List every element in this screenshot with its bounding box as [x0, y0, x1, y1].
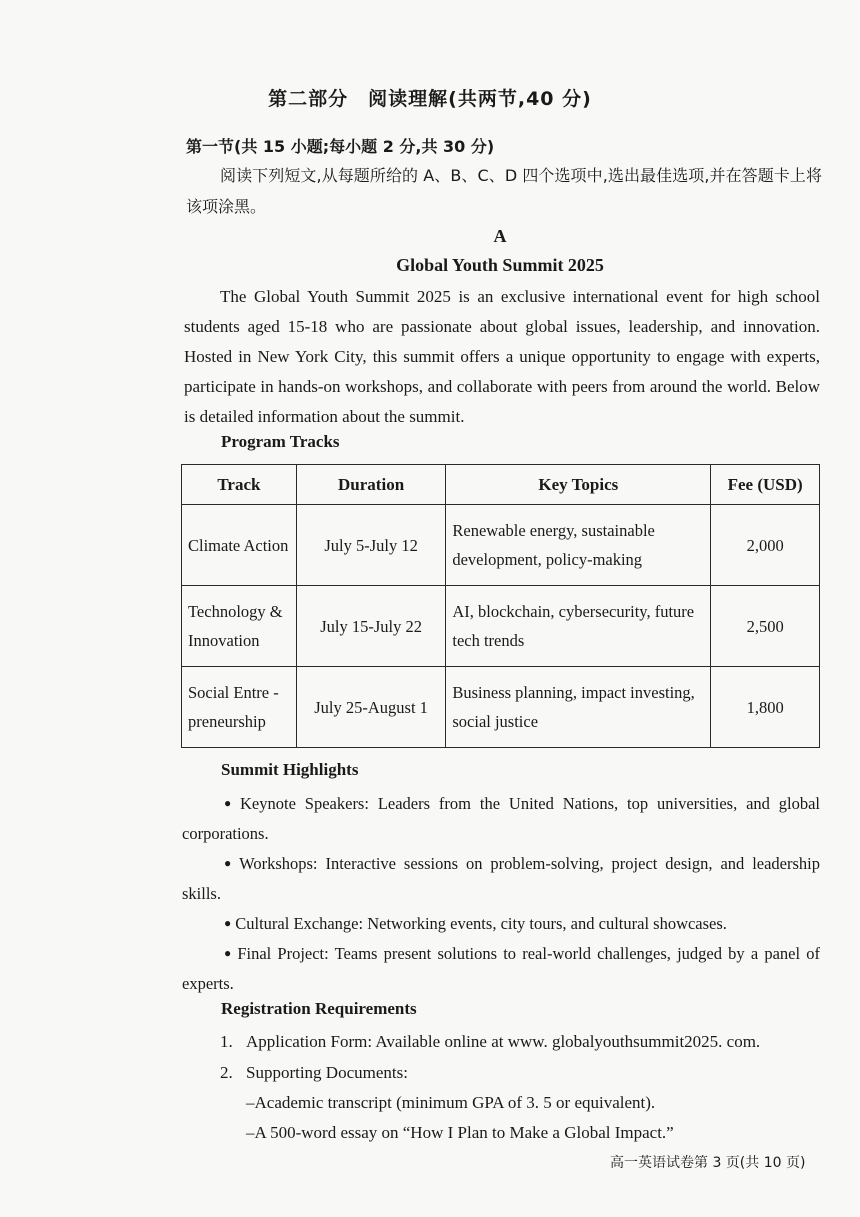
topics-cell: Business planning, impact investing, social justice: [446, 667, 711, 748]
bullet-icon: ●: [224, 946, 234, 960]
bullet-icon: ●: [224, 856, 236, 870]
highlight-item: [182, 938, 820, 999]
highlight-label: Cultural Exchange:: [235, 914, 364, 933]
fee-cell: 1,800: [711, 667, 820, 748]
highlight-label: Keynote Speakers:: [240, 794, 369, 813]
duration-cell: July 15-July 22: [296, 586, 446, 667]
duration-cell: July 5-July 12: [296, 505, 446, 586]
column-header-fee: Fee (USD): [711, 465, 820, 505]
requirement-text: Supporting Documents:: [246, 1063, 408, 1082]
passage-letter: A: [493, 226, 507, 246]
column-header-duration: Duration: [296, 465, 446, 505]
bullet-icon: ●: [224, 796, 237, 810]
column-header-key-topics: Key Topics: [446, 465, 711, 505]
highlight-text: Teams present solutions to real-world challenges, judged by a panel of experts.: [182, 944, 820, 993]
highlight-label: Final Project:: [237, 944, 329, 963]
requirement-item: [220, 1027, 760, 1057]
fee-cell: 2,000: [711, 505, 820, 586]
requirement-text: Application Form: Available online at www. globalyouthsummit2025. com.: [246, 1032, 761, 1051]
table-row: [182, 505, 820, 586]
section-title: 第一节(共 15 小题;每小题 2 分,共 30 分): [186, 137, 495, 156]
fee-cell: 2,500: [711, 586, 820, 667]
passage-title: Global Youth Summit 2025: [396, 255, 604, 275]
duration-cell: July 25-August 1: [296, 667, 446, 748]
requirement-sub-item: –A 500-word essay on “How I Plan to Make a Global Impact.”: [246, 1123, 674, 1142]
page-footer: 高一英语试卷第 3 页(共 10 页): [610, 1155, 806, 1171]
highlight-item: [182, 908, 820, 939]
column-header-track: Track: [182, 465, 297, 505]
summit-highlights-heading: Summit Highlights: [221, 760, 359, 779]
track-cell: Climate Action: [182, 505, 297, 586]
track-cell: Technology & Innovation: [182, 586, 297, 667]
highlight-label: Workshops:: [239, 854, 318, 873]
topics-cell: Renewable energy, sustainable development, policy-making: [446, 505, 711, 586]
highlight-text: Interactive sessions on problem-solving, project design, and leadership skills.: [182, 854, 821, 903]
instructions: 阅读下列短文,从每题所给的 A、B、C、D 四个选项中,选出最佳选项,并在答题卡上将该项涂黑。: [186, 166, 822, 216]
table-row: [182, 667, 820, 748]
program-tracks-table: [181, 464, 820, 748]
requirement-item: [220, 1058, 408, 1088]
registration-heading: Registration Requirements: [221, 999, 417, 1018]
part-title: 第二部分 阅读理解(共两节,40 分): [268, 88, 592, 110]
topics-cell: AI, blockchain, cybersecurity, future tech trends: [446, 586, 711, 667]
requirement-sub-item: –Academic transcript (minimum GPA of 3. 5 or equivalent).: [246, 1093, 656, 1112]
track-cell: Social Entre -preneurship: [182, 667, 297, 748]
requirement-number: 1.: [220, 1032, 233, 1051]
bullet-icon: ●: [224, 916, 232, 930]
highlight-text: Networking events, city tours, and cultural showcases.: [363, 914, 727, 933]
table-header-row: [182, 465, 820, 505]
table-row: [182, 586, 820, 667]
highlight-item: [182, 848, 820, 909]
program-tracks-heading: Program Tracks: [221, 432, 340, 451]
highlight-text: Leaders from the United Nations, top universities, and global corporations.: [182, 794, 821, 843]
passage-intro: The Global Youth Summit 2025 is an exclusive international event for high school students aged 15-18 who are passionate about global issues, leadership, and innovation. Hosted in New York City, this summit offers a unique opportunity to engage with experts, participate in hands-on workshops, and collaborate with peers from around the world. Below is detailed information about the summit.: [184, 287, 820, 426]
requirement-number: 2.: [220, 1063, 233, 1082]
highlight-item: [182, 788, 820, 849]
